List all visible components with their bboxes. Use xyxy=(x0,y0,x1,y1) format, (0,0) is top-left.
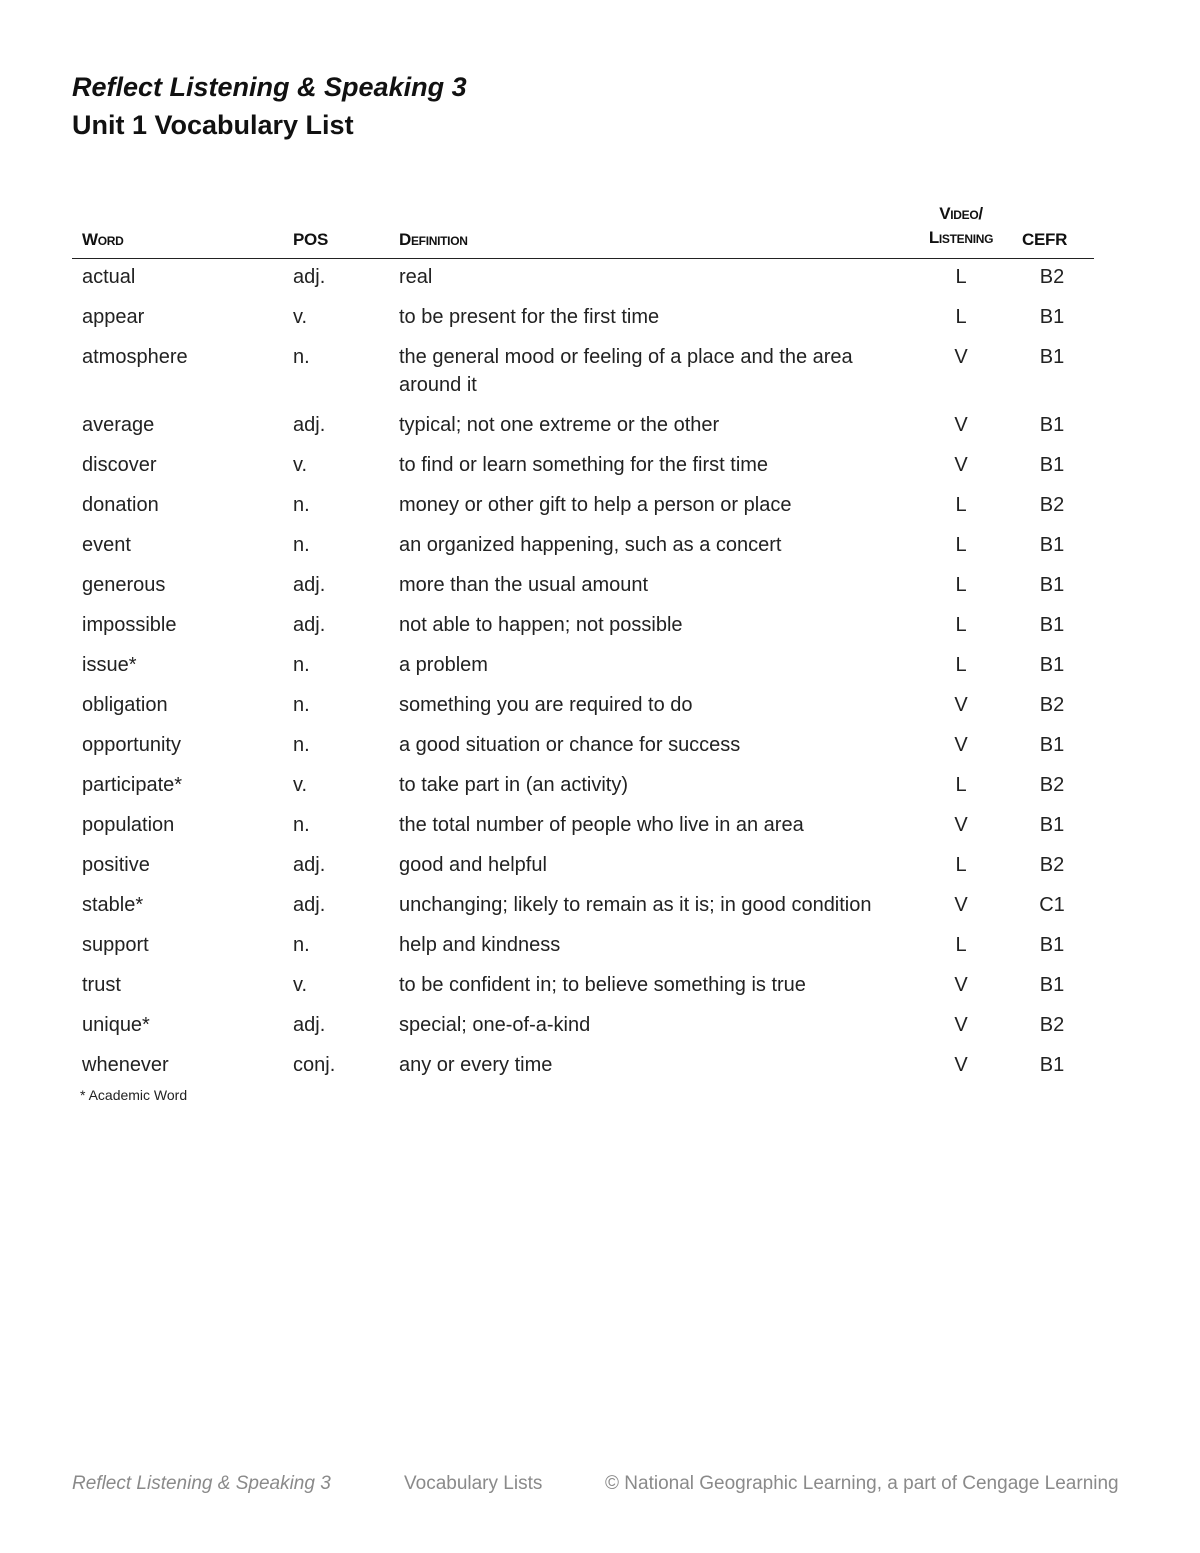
cell-definition: money or other gift to help a person or place xyxy=(399,494,792,516)
cell-video-listening: V xyxy=(954,694,968,716)
table-row xyxy=(72,259,1094,300)
vocabulary-table xyxy=(72,190,1094,1087)
column-header-definition: Definition xyxy=(389,190,912,259)
cell-definition: more than the usual amount xyxy=(399,574,649,596)
table-row xyxy=(72,887,1094,927)
cell-definition: the general mood or feeling of a place and the area around it xyxy=(399,346,853,396)
footer-book-title: Reflect Listening & Speaking 3 xyxy=(72,1473,331,1494)
column-header-pos: POS xyxy=(283,190,389,259)
cell-definition: to be confident in; to believe something is true xyxy=(399,974,806,996)
cell-cefr: B1 xyxy=(1039,346,1065,368)
column-header-video-line2: Listening xyxy=(928,228,994,247)
table-row xyxy=(72,407,1094,447)
table-row xyxy=(72,607,1094,647)
cell-cefr: B1 xyxy=(1039,614,1065,636)
cell-pos: v. xyxy=(293,306,308,328)
cell-definition: to be present for the first time xyxy=(399,306,660,328)
cell-pos: n. xyxy=(293,694,310,716)
cell-pos: adj. xyxy=(293,1014,326,1036)
table-row xyxy=(72,847,1094,887)
cell-word: trust xyxy=(82,974,121,996)
cell-video-listening: V xyxy=(954,894,968,916)
cell-definition: the total number of people who live in an area xyxy=(399,814,804,836)
academic-word-footnote: * Academic Word xyxy=(80,1087,188,1103)
table-row xyxy=(72,1047,1094,1087)
cell-definition: to find or learn something for the first time xyxy=(399,454,769,476)
column-header-word: Word xyxy=(72,190,283,259)
cell-definition: good and helpful xyxy=(399,854,547,876)
cell-cefr: B1 xyxy=(1039,454,1065,476)
table-row xyxy=(72,447,1094,487)
cell-video-listening: L xyxy=(955,774,967,796)
cell-video-listening: V xyxy=(954,1054,968,1076)
cell-word: population xyxy=(82,814,175,836)
cell-pos: adj. xyxy=(293,574,326,596)
table-row xyxy=(72,1007,1094,1047)
column-header-video-line1: Video/ xyxy=(939,204,983,223)
cell-cefr: B2 xyxy=(1039,1014,1065,1036)
footer-copyright: © National Geographic Learning, a part of Cengage Learning xyxy=(605,1473,1119,1494)
cell-video-listening: L xyxy=(955,614,967,636)
cell-cefr: B2 xyxy=(1039,694,1065,716)
cell-word: atmosphere xyxy=(82,346,188,368)
cell-cefr: B2 xyxy=(1039,266,1065,288)
cell-video-listening: V xyxy=(954,974,968,996)
cell-definition: a good situation or chance for success xyxy=(399,734,741,756)
cell-video-listening: L xyxy=(955,306,967,328)
cell-cefr: B2 xyxy=(1039,494,1065,516)
cell-definition: unchanging; likely to remain as it is; in good condition xyxy=(399,894,872,916)
cell-definition: not able to happen; not possible xyxy=(399,614,683,636)
cell-video-listening: L xyxy=(955,266,967,288)
cell-word: opportunity xyxy=(82,734,181,756)
vocabulary-table-body xyxy=(72,259,1094,1088)
cell-pos: v. xyxy=(293,454,308,476)
cell-pos: n. xyxy=(293,654,310,676)
cell-pos: n. xyxy=(293,534,310,556)
cell-video-listening: V xyxy=(954,734,968,756)
table-row xyxy=(72,299,1094,339)
table-row xyxy=(72,687,1094,727)
cell-pos: adj. xyxy=(293,414,326,436)
cell-cefr: C1 xyxy=(1039,894,1065,916)
cell-cefr: B1 xyxy=(1039,814,1065,836)
cell-cefr: B1 xyxy=(1039,734,1065,756)
cell-definition: a problem xyxy=(399,654,488,676)
unit-title: Unit 1 Vocabulary List xyxy=(72,110,354,140)
cell-definition: something you are required to do xyxy=(399,694,693,716)
cell-video-listening: L xyxy=(955,494,967,516)
cell-word: positive xyxy=(82,854,150,876)
cell-definition: special; one-of-a-kind xyxy=(399,1014,591,1036)
cell-definition: any or every time xyxy=(399,1054,553,1076)
table-row xyxy=(72,487,1094,527)
cell-cefr: B2 xyxy=(1039,854,1065,876)
table-row xyxy=(72,647,1094,687)
cell-word: stable* xyxy=(82,894,144,916)
cell-word: donation xyxy=(82,494,159,516)
cell-pos: adj. xyxy=(293,614,326,636)
cell-pos: n. xyxy=(293,814,310,836)
cell-definition: to take part in (an activity) xyxy=(399,774,628,796)
cell-word: issue* xyxy=(82,654,137,676)
cell-word: unique* xyxy=(82,1014,150,1036)
cell-definition: typical; not one extreme or the other xyxy=(399,414,720,436)
cell-pos: conj. xyxy=(293,1054,336,1076)
cell-cefr: B1 xyxy=(1039,414,1065,436)
cell-pos: v. xyxy=(293,974,308,996)
cell-pos: adj. xyxy=(293,266,326,288)
cell-word: event xyxy=(82,534,131,556)
footer-section: Vocabulary Lists xyxy=(404,1473,543,1494)
cell-word: support xyxy=(82,934,149,956)
cell-word: obligation xyxy=(82,694,168,716)
cell-cefr: B1 xyxy=(1039,654,1065,676)
cell-pos: n. xyxy=(293,734,310,756)
cell-video-listening: L xyxy=(955,854,967,876)
cell-cefr: B1 xyxy=(1039,974,1065,996)
cell-cefr: B1 xyxy=(1039,574,1065,596)
cell-word: discover xyxy=(82,454,157,476)
cell-definition: an organized happening, such as a concert xyxy=(399,534,782,556)
cell-video-listening: V xyxy=(954,346,968,368)
table-row xyxy=(72,927,1094,967)
cell-word: whenever xyxy=(82,1054,169,1076)
cell-video-listening: V xyxy=(954,814,968,836)
cell-word: generous xyxy=(82,574,166,596)
column-header-cefr: CEFR xyxy=(1010,190,1094,259)
cell-cefr: B2 xyxy=(1039,774,1065,796)
cell-video-listening: L xyxy=(955,574,967,596)
cell-video-listening: V xyxy=(954,454,968,476)
cell-word: impossible xyxy=(82,614,177,636)
cell-definition: real xyxy=(399,266,433,288)
cell-video-listening: V xyxy=(954,414,968,436)
table-row xyxy=(72,527,1094,567)
cell-pos: adj. xyxy=(293,854,326,876)
column-header-video-listening xyxy=(912,190,1010,259)
table-row xyxy=(72,967,1094,1007)
cell-definition: help and kindness xyxy=(399,934,561,956)
cell-video-listening: L xyxy=(955,654,967,676)
book-title: Reflect Listening & Speaking 3 xyxy=(72,72,467,102)
cell-cefr: B1 xyxy=(1039,306,1065,328)
cell-word: participate* xyxy=(82,774,183,796)
cell-pos: adj. xyxy=(293,894,326,916)
cell-word: average xyxy=(82,414,155,436)
table-header-row xyxy=(72,190,1094,259)
cell-word: appear xyxy=(82,306,145,328)
cell-video-listening: V xyxy=(954,1014,968,1036)
cell-pos: n. xyxy=(293,934,310,956)
cell-video-listening: L xyxy=(955,534,967,556)
cell-pos: n. xyxy=(293,494,310,516)
cell-cefr: B1 xyxy=(1039,534,1065,556)
cell-pos: v. xyxy=(293,774,308,796)
table-row xyxy=(72,767,1094,807)
cell-cefr: B1 xyxy=(1039,934,1065,956)
cell-video-listening: L xyxy=(955,934,967,956)
table-row xyxy=(72,567,1094,607)
table-row xyxy=(72,807,1094,847)
table-row xyxy=(72,727,1094,767)
cell-pos: n. xyxy=(293,346,310,368)
cell-cefr: B1 xyxy=(1039,1054,1065,1076)
cell-word: actual xyxy=(82,266,136,288)
table-row xyxy=(72,339,1094,407)
